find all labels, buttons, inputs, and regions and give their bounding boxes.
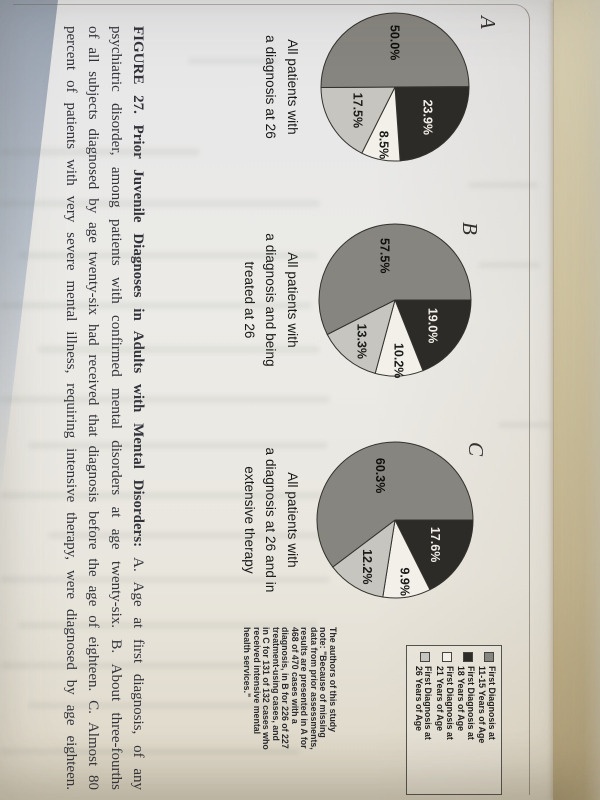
figure-caption-line-4: percent of patients with very severe mental illness, requiring intensive therapy, were diagnosed by age eighteen. [62,26,79,790]
authors-note [242,627,337,800]
pie-slice-label-c-0: 17.6% [427,526,442,563]
figure-caption-line-1-rest: A. Age at first diagnosis, of any [130,547,146,790]
panel-label-b: B [458,222,482,235]
panel-label-a: A [476,16,500,29]
panel-label-c: C [464,442,488,457]
note-line: received intensive mental [252,627,262,735]
figure-caption-line-3: of all subjects diagnosed by age twenty-six had received that diagnosis before the age of eighteen. C. Almost 80 [85,26,102,790]
note-line: results are presented in A for [299,627,310,749]
pie-caption-line: a diagnosis at 26 [263,35,279,139]
figure-caption [59,26,149,790]
legend-label [477,666,496,743]
pie-chart-b [317,222,473,378]
legend-label-line: 11-15 Years of Age [477,666,488,744]
legend-label-line: First Diagnosis at [487,666,497,740]
pie-caption-line: treated at 26 [242,261,257,339]
legend-swatch-icon [463,652,473,662]
note-line: The authors of this study [328,627,338,733]
pie-caption-line: a diagnosis and being [263,233,279,367]
legend-entry-3 [413,652,432,789]
note-line: treatment-using cases, and [271,627,281,741]
pie-caption-line: All patients with [285,472,300,568]
pie-caption-line: extensive therapy [242,466,257,574]
pie-slice-label-b-1: 10.2% [391,342,406,378]
pie-chart-c [315,440,475,600]
pie-caption-a [260,2,303,172]
legend-entry-1 [456,652,475,789]
legend-swatch-icon [442,652,452,662]
note-line: data from prior assessments, [309,627,319,750]
legend-label-line: First Diagnosis at [465,666,476,740]
pie-caption-c [239,420,304,620]
legend-entry-0 [477,652,496,789]
legend-swatch-icon [484,652,494,662]
pie-caption-b [239,205,304,395]
figure-caption-line-2: psychiatric disorder, among patients with confirmed mental disorders at age twenty-six. B. About three-fourths [107,26,124,790]
legend-swatch-icon [420,652,430,662]
pie-slice-label-b-0: 19.0% [425,307,440,344]
note-line: diagnosis, in B for 226 of 227 [280,627,291,749]
pie-slice-label-a-2: 17.5% [350,92,365,129]
note-line: 468 of 470 cases with a [290,627,300,724]
legend-label [434,666,453,740]
pie-chart-a [319,11,471,163]
pie-slice-label-a-0: 23.9% [420,99,435,136]
legend-label-line: First Diagnosis at [444,666,455,740]
pie-caption-line: All patients with [285,39,300,135]
pie-slice-label-c-3: 60.3% [373,457,388,494]
page-edge [553,0,600,800]
pie-slice-label-a-3: 50.0% [387,24,402,61]
legend-entry-2 [434,652,453,789]
legend-label-line: First Diagnosis at [423,666,434,740]
note-line: in C for 131 of 132 cases who [261,627,272,750]
legend-box [406,645,502,795]
legend-label [456,666,475,740]
legend-label-line: 26 Years of Age [413,666,424,732]
note-line: health services." [242,627,253,698]
pie-slice-label-a-1: 8.5% [376,130,391,160]
pie-slice-label-c-2: 12.2% [359,549,374,585]
note-line: note: "Because of missing [318,627,329,738]
pie-slice-label-b-2: 13.3% [354,323,369,360]
figure-caption-line-1 [127,26,149,790]
pie-caption-line: a diagnosis at 26 and in [263,447,279,593]
pie-caption-line: All patients with [285,252,300,348]
pie-slice-label-c-1: 9.9% [397,567,412,596]
legend-label-line: 18 Years of Age [456,666,467,732]
legend-label [413,666,432,740]
pie-slice-label-b-3: 57.5% [377,237,392,274]
legend-label-line: 21 Years of Age [435,666,446,732]
figure-caption-lead: FIGURE 27. Prior Juvenile Diagnoses in Adults with Mental Disorders: [130,26,146,548]
